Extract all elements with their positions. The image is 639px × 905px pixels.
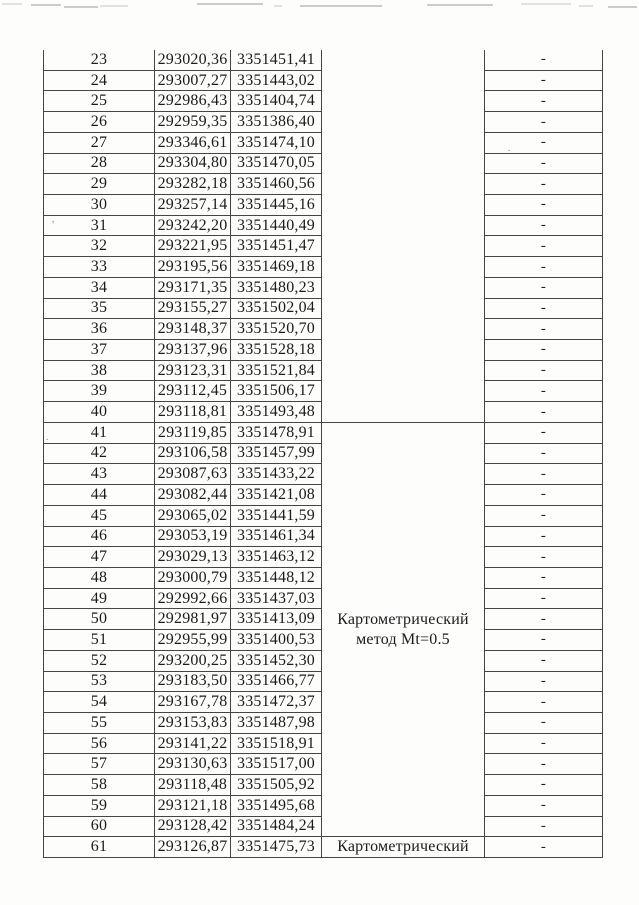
coord-y-cell: 3351517,00 <box>231 754 322 775</box>
value-cell <box>485 174 603 195</box>
coord-y-cell: 3351443,02 <box>231 71 322 92</box>
coord-y-cell: 3351400,53 <box>231 630 322 651</box>
coord-x-cell: 293282,18 <box>155 174 231 195</box>
dash-value: - <box>540 135 547 150</box>
coord-y-cell: 3351520,70 <box>231 319 322 340</box>
coord-y-cell: 3351463,12 <box>231 547 322 568</box>
coord-y-cell: 3351505,92 <box>231 775 322 796</box>
dash-value: - <box>540 487 547 502</box>
dash-value: - <box>540 156 547 170</box>
dash-value: - <box>540 73 547 87</box>
coord-y-cell: 3351475,73 <box>231 837 322 858</box>
point-number-cell: 42 <box>43 444 155 465</box>
value-cell <box>485 381 603 402</box>
coord-x-cell: 293130,63 <box>155 754 231 775</box>
method-cell: Картометрический метод Mt=0.5 <box>322 423 485 837</box>
point-number-cell: 37 <box>43 340 155 361</box>
coord-y-cell: 3351461,34 <box>231 527 322 548</box>
dash-value: - <box>540 839 547 854</box>
dash-value: - <box>540 259 547 274</box>
value-cell <box>485 754 603 775</box>
coord-x-cell: 293257,14 <box>155 195 231 216</box>
coord-x-cell: 293065,02 <box>155 506 231 527</box>
point-number-cell: 41 <box>43 423 155 444</box>
value-cell <box>485 340 603 361</box>
point-number-cell: 33 <box>43 257 155 278</box>
method-cell: Картометрический <box>322 837 485 858</box>
value-cell <box>485 651 603 672</box>
value-cell <box>485 713 603 734</box>
point-number-cell: 36 <box>43 319 155 340</box>
point-number-cell: 53 <box>43 672 155 693</box>
dash-value: - <box>540 715 547 730</box>
dash-value: - <box>540 798 547 813</box>
dash-value: - <box>540 612 547 626</box>
coord-x-cell: 293106,58 <box>155 444 231 465</box>
point-number-cell: 48 <box>43 568 155 589</box>
value-cell <box>485 154 603 175</box>
point-number-cell: 47 <box>43 547 155 568</box>
coord-x-cell: 293155,27 <box>155 299 231 320</box>
coord-x-cell: 293200,25 <box>155 651 231 672</box>
point-number-cell: 50 <box>43 609 155 630</box>
coord-x-cell: 293195,56 <box>155 257 231 278</box>
dash-value: - <box>540 632 547 647</box>
value-cell <box>485 734 603 755</box>
scan-artifact <box>608 6 637 8</box>
coord-x-cell: 293126,87 <box>155 837 231 858</box>
coord-x-cell: 293304,80 <box>155 154 231 175</box>
coord-x-cell: 293053,19 <box>155 527 231 548</box>
point-number-cell: 55 <box>43 713 155 734</box>
point-number-cell: 23 <box>43 50 155 71</box>
scan-artifact <box>64 6 98 8</box>
value-cell <box>485 91 603 112</box>
coord-x-cell: 293221,95 <box>155 236 231 257</box>
dash-value: - <box>540 94 547 108</box>
coord-y-cell: 3351386,40 <box>231 112 322 133</box>
point-number-cell: 28 <box>43 154 155 175</box>
value-cell <box>485 692 603 713</box>
coord-y-cell: 3351404,74 <box>231 91 322 112</box>
point-number-cell: 39 <box>43 381 155 402</box>
dash-value: - <box>540 819 547 833</box>
coord-x-cell: 293123,31 <box>155 361 231 382</box>
coord-y-cell: 3351466,77 <box>231 672 322 693</box>
point-number-cell: 26 <box>43 112 155 133</box>
value-cell <box>485 216 603 237</box>
value-cell <box>485 71 603 92</box>
point-number-cell: 35 <box>43 299 155 320</box>
coord-y-cell: 3351506,17 <box>231 381 322 402</box>
value-cell <box>485 672 603 693</box>
dash-value: - <box>540 321 547 336</box>
point-number-cell: 24 <box>43 71 155 92</box>
point-number-cell: 29 <box>43 174 155 195</box>
coord-x-cell: 293346,61 <box>155 133 231 154</box>
coord-x-cell: 293082,44 <box>155 485 231 506</box>
point-number-cell: 60 <box>43 817 155 838</box>
dash-value: - <box>540 342 547 357</box>
coord-x-cell: 293000,79 <box>155 568 231 589</box>
point-number-cell: 30 <box>43 195 155 216</box>
coord-y-cell: 3351472,37 <box>231 692 322 713</box>
dash-value: - <box>540 114 547 129</box>
value-cell <box>485 236 603 257</box>
coord-x-cell: 293112,45 <box>155 381 231 402</box>
dash-value: - <box>540 218 547 232</box>
coord-x-cell: 293029,13 <box>155 547 231 568</box>
coord-y-cell: 3351502,04 <box>231 299 322 320</box>
value-cell <box>485 112 603 133</box>
value-cell <box>485 506 603 527</box>
point-number-cell: 61 <box>43 837 155 858</box>
coord-y-cell: 3351460,56 <box>231 174 322 195</box>
coord-x-cell: 293183,50 <box>155 672 231 693</box>
value-cell <box>485 547 603 568</box>
point-number-cell: 40 <box>43 402 155 423</box>
value-cell <box>485 133 603 154</box>
point-number-cell: 44 <box>43 485 155 506</box>
coord-x-cell: 293148,37 <box>155 319 231 340</box>
coord-y-cell: 3351495,68 <box>231 796 322 817</box>
value-cell <box>485 568 603 589</box>
dash-value: - <box>540 404 547 419</box>
coord-y-cell: 3351433,22 <box>231 464 322 485</box>
point-number-cell: 34 <box>43 278 155 299</box>
scan-artifact <box>427 4 493 6</box>
dash-value: - <box>540 694 547 709</box>
dash-value: - <box>540 570 547 585</box>
coord-y-cell: 3351518,91 <box>231 734 322 755</box>
point-number-cell: 59 <box>43 796 155 817</box>
dash-value: - <box>540 508 547 523</box>
dash-value: - <box>540 736 547 750</box>
point-number-cell: 58 <box>43 775 155 796</box>
coord-x-cell: 293242,20 <box>155 216 231 237</box>
value-cell <box>485 609 603 630</box>
coord-y-cell: 3351487,98 <box>231 713 322 734</box>
value-cell <box>485 402 603 423</box>
coord-y-cell: 3351470,05 <box>231 154 322 175</box>
value-cell <box>485 444 603 465</box>
dash-value: - <box>540 757 547 771</box>
point-number-cell: 57 <box>43 754 155 775</box>
point-number-cell: 52 <box>43 651 155 672</box>
dash-value: - <box>540 239 547 253</box>
coord-x-cell: 292992,66 <box>155 589 231 610</box>
coord-x-cell: 293087,63 <box>155 464 231 485</box>
dash-value: - <box>540 197 547 212</box>
dash-value: - <box>540 363 547 377</box>
coord-x-cell: 292959,35 <box>155 112 231 133</box>
value-cell <box>485 423 603 444</box>
value-cell <box>485 257 603 278</box>
scan-artifact <box>579 5 593 7</box>
dash-value: - <box>540 176 547 191</box>
dash-value: - <box>540 425 547 440</box>
scan-artifact <box>521 3 571 5</box>
scan-speck: . <box>46 432 49 442</box>
coord-x-cell: 293137,96 <box>155 340 231 361</box>
dash-value: - <box>540 549 547 564</box>
point-number-cell: 46 <box>43 527 155 548</box>
coord-x-cell: 293128,42 <box>155 817 231 838</box>
point-number-cell: 45 <box>43 506 155 527</box>
point-number-cell: 27 <box>43 133 155 154</box>
value-cell <box>485 775 603 796</box>
scan-artifact <box>274 5 282 7</box>
dash-value: - <box>540 466 547 481</box>
coord-x-cell: 293171,35 <box>155 278 231 299</box>
point-number-cell: 32 <box>43 236 155 257</box>
coord-y-cell: 3351451,41 <box>231 50 322 71</box>
dash-value: - <box>540 52 547 67</box>
dash-value: - <box>540 384 547 398</box>
value-cell <box>485 195 603 216</box>
dash-value: - <box>540 653 547 668</box>
coord-x-cell: 293118,81 <box>155 402 231 423</box>
coord-x-cell: 293121,18 <box>155 796 231 817</box>
value-cell <box>485 464 603 485</box>
scan-speck: , <box>52 214 55 224</box>
point-number-cell: 54 <box>43 692 155 713</box>
value-cell <box>485 589 603 610</box>
coord-x-cell: 293118,48 <box>155 775 231 796</box>
coord-y-cell: 3351421,08 <box>231 485 322 506</box>
coord-y-cell: 3351480,23 <box>231 278 322 299</box>
coord-y-cell: 3351484,24 <box>231 817 322 838</box>
point-number-cell: 38 <box>43 361 155 382</box>
value-cell <box>485 485 603 506</box>
coord-x-cell: 292981,97 <box>155 609 231 630</box>
coord-x-cell: 293167,78 <box>155 692 231 713</box>
dash-value: - <box>540 301 547 315</box>
coord-y-cell: 3351521,84 <box>231 361 322 382</box>
coordinates-table <box>43 50 603 858</box>
coord-y-cell: 3351478,91 <box>231 423 322 444</box>
point-number-cell: 25 <box>43 91 155 112</box>
coord-x-cell: 293141,22 <box>155 734 231 755</box>
point-number-cell: 43 <box>43 464 155 485</box>
scan-artifact <box>31 4 61 6</box>
value-cell <box>485 817 603 838</box>
dash-value: - <box>540 674 547 688</box>
coord-y-cell: 3351451,47 <box>231 236 322 257</box>
coord-y-cell: 3351441,59 <box>231 506 322 527</box>
scan-speck: . <box>508 143 511 153</box>
coord-y-cell: 3351474,10 <box>231 133 322 154</box>
point-number-cell: 51 <box>43 630 155 651</box>
coord-y-cell: 3351448,12 <box>231 568 322 589</box>
point-number-cell: 56 <box>43 734 155 755</box>
dash-value: - <box>540 529 547 543</box>
value-cell <box>485 319 603 340</box>
point-number-cell: 49 <box>43 589 155 610</box>
scan-artifact <box>100 5 128 7</box>
coord-y-cell: 3351452,30 <box>231 651 322 672</box>
value-cell <box>485 278 603 299</box>
coord-y-cell: 3351528,18 <box>231 340 322 361</box>
scan-artifact <box>300 5 382 7</box>
coord-y-cell: 3351437,03 <box>231 589 322 610</box>
coord-x-cell: 293153,83 <box>155 713 231 734</box>
coord-y-cell: 3351457,99 <box>231 444 322 465</box>
coord-y-cell: 3351413,09 <box>231 609 322 630</box>
scan-artifact <box>197 3 263 5</box>
coord-x-cell: 293007,27 <box>155 71 231 92</box>
dash-value: - <box>540 280 547 295</box>
dash-value: - <box>540 446 547 460</box>
dash-value: - <box>540 591 547 605</box>
scan-artifact <box>2 3 22 5</box>
value-cell <box>485 299 603 320</box>
coord-x-cell: 293020,36 <box>155 50 231 71</box>
coord-x-cell: 293119,85 <box>155 423 231 444</box>
value-cell <box>485 50 603 71</box>
value-cell <box>485 527 603 548</box>
coord-x-cell: 292986,43 <box>155 91 231 112</box>
point-number-cell: 31 <box>43 216 155 237</box>
method-cell <box>322 50 485 423</box>
value-cell <box>485 796 603 817</box>
coord-y-cell: 3351445,16 <box>231 195 322 216</box>
value-cell <box>485 837 603 858</box>
coord-y-cell: 3351493,48 <box>231 402 322 423</box>
value-cell <box>485 361 603 382</box>
coord-x-cell: 292955,99 <box>155 630 231 651</box>
coord-y-cell: 3351469,18 <box>231 257 322 278</box>
coord-y-cell: 3351440,49 <box>231 216 322 237</box>
value-cell <box>485 630 603 651</box>
dash-value: - <box>540 777 547 792</box>
